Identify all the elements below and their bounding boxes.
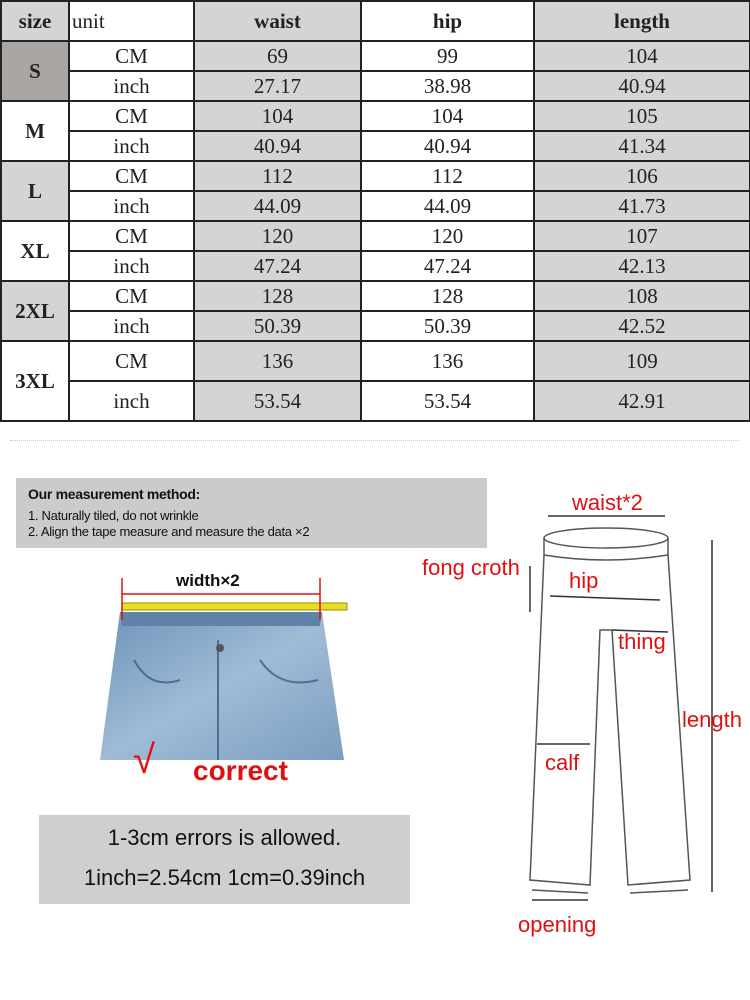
hip-cell: 104 [361, 101, 534, 131]
waist-cell: 53.54 [194, 381, 361, 421]
label-hip: hip [569, 568, 599, 593]
unit-cell: inch [69, 131, 194, 161]
conversion-note: 1inch=2.54cm 1cm=0.39inch [83, 865, 366, 890]
header-length: length [534, 1, 750, 41]
notes-box [39, 815, 410, 904]
length-cell: 40.94 [534, 71, 750, 101]
length-cell: 42.13 [534, 251, 750, 281]
waist-cell: 104 [194, 101, 361, 131]
header-unit: unit [69, 1, 194, 41]
header-waist: waist [194, 1, 361, 41]
label-length: length [682, 707, 742, 732]
hip-cell: 112 [361, 161, 534, 191]
size-cell: L [1, 161, 69, 221]
correct-label: correct [193, 755, 288, 786]
method-step: 2. Align the tape measure and measure the data ×2 [28, 524, 310, 539]
waist-cell: 44.09 [194, 191, 361, 221]
hip-cell: 53.54 [361, 381, 534, 421]
hip-cell: 99 [361, 41, 534, 71]
label-crotch: fong croth [422, 555, 520, 580]
header-hip: hip [361, 1, 534, 41]
length-cell: 107 [534, 221, 750, 251]
length-cell: 42.91 [534, 381, 750, 421]
unit-cell: CM [69, 161, 194, 191]
header-size: size [1, 1, 69, 41]
length-cell: 41.34 [534, 131, 750, 161]
size-cell: 2XL [1, 281, 69, 341]
hip-cell: 120 [361, 221, 534, 251]
length-cell: 106 [534, 161, 750, 191]
hip-cell: 38.98 [361, 71, 534, 101]
waist-cell: 27.17 [194, 71, 361, 101]
size-cell: XL [1, 221, 69, 281]
error-note: 1-3cm errors is allowed. [107, 825, 342, 850]
waist-cell: 136 [194, 341, 361, 381]
unit-cell: inch [69, 191, 194, 221]
waist-cell: 69 [194, 41, 361, 71]
unit-cell: inch [69, 311, 194, 341]
label-opening: opening [518, 912, 597, 937]
width-label: width×2 [176, 571, 240, 590]
unit-cell: inch [69, 381, 194, 421]
length-cell: 42.52 [534, 311, 750, 341]
size-cell: S [1, 41, 69, 101]
method-title: Our measurement method: [28, 486, 201, 502]
waist-cell: 47.24 [194, 251, 361, 281]
label-thigh: thing [618, 629, 666, 654]
check-mark-icon: √ [133, 738, 155, 782]
waist-cell: 112 [194, 161, 361, 191]
unit-cell: CM [69, 281, 194, 311]
length-cell: 105 [534, 101, 750, 131]
hip-cell: 136 [361, 341, 534, 381]
method-step: 1. Naturally tiled, do not wrinkle [28, 508, 199, 523]
unit-cell: CM [69, 41, 194, 71]
length-cell: 108 [534, 281, 750, 311]
label-calf: calf [545, 750, 580, 775]
unit-cell: inch [69, 251, 194, 281]
length-cell: 104 [534, 41, 750, 71]
hip-cell: 128 [361, 281, 534, 311]
unit-cell: CM [69, 221, 194, 251]
hip-cell: 50.39 [361, 311, 534, 341]
size-cell: M [1, 101, 69, 161]
unit-cell: inch [69, 71, 194, 101]
unit-cell: CM [69, 341, 194, 381]
length-cell: 41.73 [534, 191, 750, 221]
waist-cell: 128 [194, 281, 361, 311]
waist-cell: 50.39 [194, 311, 361, 341]
hip-cell: 40.94 [361, 131, 534, 161]
unit-cell: CM [69, 101, 194, 131]
label-waist: waist*2 [572, 490, 643, 515]
waist-cell: 40.94 [194, 131, 361, 161]
hip-cell: 47.24 [361, 251, 534, 281]
hip-cell: 44.09 [361, 191, 534, 221]
waist-cell: 120 [194, 221, 361, 251]
size-cell: 3XL [1, 341, 69, 421]
length-cell: 109 [534, 341, 750, 381]
